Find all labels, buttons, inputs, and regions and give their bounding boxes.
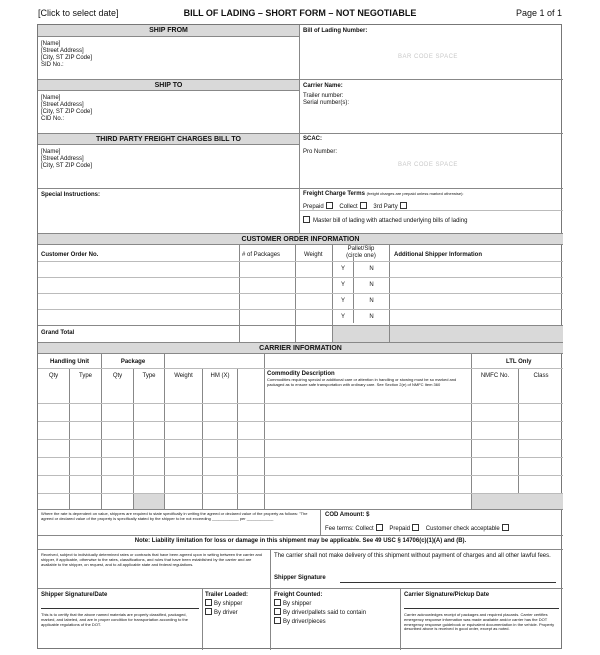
collect-label: Collect [339,204,358,210]
third-party-city[interactable]: [City, ST ZIP Code] [41,163,93,169]
shipper-certification: This is to certify that the above named materials are properly classified, packaged, marked, and labeled, and are in proper condition for transportation according to the applicable regulations of the DOT. [41,612,188,627]
bol-number-label: Bill of Lading Number: [303,28,368,34]
nmfc-col: NMFC No. [480,373,510,379]
checkbox-icon[interactable] [274,608,281,615]
carrier-sig-date-label: Carrier Signature/Pickup Date [404,592,490,598]
pallet-n-4[interactable]: N [369,314,374,320]
freight-terms-block [303,191,561,211]
serial-number-field[interactable]: Serial number(s): [303,100,350,106]
barcode-space-2: BAR CODE SPACE [398,162,458,168]
fee-collect-label: Collect [355,526,374,532]
shipper-signature-line[interactable] [340,582,556,583]
ship-to-name[interactable]: [Name] [41,95,61,101]
carrier-info-header [38,342,563,354]
col-packages: # of Packages [242,252,281,258]
pro-number-field[interactable]: Pro Number: [303,149,338,155]
checkbox-icon[interactable] [412,524,419,531]
checkbox-icon[interactable] [360,202,367,209]
customer-order-header [38,233,563,245]
trailer-by-shipper: By shipper [214,601,243,607]
ltl-only-label: LTL Only [506,359,532,365]
hu-type-col: Type [78,373,92,379]
hm-col: HM (X) [210,373,230,379]
col-pallet-sub: (circle one) [346,253,376,259]
ship-from-city[interactable]: [City, ST ZIP Code] [41,55,93,61]
weight-col: Weight [174,373,193,379]
carrier-block[interactable] [303,83,349,107]
bol-form [37,24,562,649]
package-label: Package [120,359,146,365]
third-party-header [38,133,299,145]
checkbox-icon[interactable] [376,524,383,531]
trailer-loaded-block [205,592,248,617]
declared-value-note: Where the rate is dependent on value, shippers are required to state specifically in writing the agreed or declared value of the property as follows: "The agreed or declared value of the property is specifically stated by the shipper to be not exceeding ____________ per ____________ [41,511,308,521]
checkbox-icon[interactable] [303,216,310,223]
freight-counted-label: Freight Counted: [274,592,323,598]
commodity-title: Commodity Description [267,371,335,377]
class-col: Class [533,373,549,379]
master-bol-label: Master bill of lading with attached underlying bills of lading [313,218,468,224]
date-field[interactable]: [Click to select date] [38,8,119,18]
scac-block[interactable] [303,136,337,156]
checkbox-icon[interactable] [205,599,212,606]
shipper-sig-date-label: Shipper Signature/Date [41,592,108,598]
pkg-qty-col: Qty [112,373,123,379]
ship-to-cid[interactable]: CID No.: [41,116,65,122]
ship-from-block[interactable] [41,41,92,69]
fc-by-pallets: By driver/pallets said to contain [283,610,367,616]
pallet-y-3[interactable]: Y [340,298,345,304]
carrier-delivery-note: The carrier shall not make delivery of this shipment without payment of charges and all other lawful fees. [274,553,551,559]
customer-order-title: CUSTOMER ORDER INFORMATION [241,236,360,243]
carrier-info-title: CARRIER INFORMATION [259,345,342,352]
ship-from-street[interactable]: [Street Address] [41,48,84,54]
master-bol-option[interactable] [303,216,467,225]
checkbox-icon[interactable] [502,524,509,531]
col-additional-info: Additional Shipper Information [394,252,482,258]
pkg-type-col: Type [142,373,156,379]
ship-to-header [38,79,299,91]
col-pallet [333,246,389,260]
ship-to-city[interactable]: [City, ST ZIP Code] [41,109,93,115]
shipper-signature-label: Shipper Signature [274,575,326,581]
third-party-title: THIRD PARTY FREIGHT CHARGES BILL TO [96,136,241,143]
third-party-block[interactable] [41,149,92,170]
carrier-sig-line[interactable] [404,608,559,609]
commodity-note: Commodities requiring special or additional care or attention in handling or stowing must be so marked and packaged as to ensure safe transportation with ordinary care. See Section 2(e) of NMFC Item 360 [267,377,457,387]
fee-terms-row [325,524,509,533]
fee-prepaid-label: Prepaid [389,526,411,532]
document-title: BILL OF LADING – SHORT FORM – NOT NEGOTIABLE [183,8,417,18]
checkbox-icon[interactable] [326,202,333,209]
checkbox-icon[interactable] [205,608,212,615]
shipper-sig-line[interactable] [41,608,199,609]
fc-by-pieces: By driver/pieces [283,619,326,625]
handling-unit-label: Handling Unit [50,359,89,365]
commodity-col [267,371,469,388]
trailer-number-field[interactable]: Trailer number: [303,93,344,99]
col-pallet-label: Pallet/Slip [347,246,375,252]
page-number: Page 1 of 1 [515,8,562,18]
customer-check-label: Customer check acceptable [425,526,500,532]
col-weight: Weight [304,252,323,258]
col-customer-order: Customer Order No. [41,252,99,258]
ship-from-name[interactable]: [Name] [41,41,61,47]
fc-by-shipper: By shipper [283,601,312,607]
checkbox-icon[interactable] [274,599,281,606]
scac-label: SCAC: [303,136,322,142]
freight-counted-block [274,592,366,626]
third-party-name[interactable]: [Name] [41,149,61,155]
received-text: Received, subject to individually determined rates or contracts that have been agreed upon in writing between the carrier and shipper, if applicable, otherwise to the rates, classifications, and rules that have been established by the carrier and are available to the shipper, on request, and to all applicable state and federal regulations. [41,552,263,567]
trailer-loaded-label: Trailer Loaded: [205,592,249,598]
barcode-space-1: BAR CODE SPACE [398,54,458,60]
ship-from-sid[interactable]: SID No.: [41,62,64,68]
ship-to-title: SHIP TO [154,82,183,89]
pallet-y-4[interactable]: Y [340,314,345,320]
special-instructions-label: Special Instructions: [41,192,101,198]
pallet-y-2[interactable]: Y [340,282,345,288]
pallet-n-2[interactable]: N [369,282,374,288]
trailer-by-driver: By driver [214,610,238,616]
fee-terms-label: Fee terms: [325,526,354,532]
prepaid-label: Prepaid [303,204,324,210]
cod-amount-field[interactable]: COD Amount: $ [325,512,370,518]
grand-total-label: Grand Total [41,330,75,336]
checkbox-icon[interactable] [274,617,281,624]
ship-to-street[interactable]: [Street Address] [41,102,84,108]
pallet-n-3[interactable]: N [369,298,374,304]
hu-qty-col: Qty [48,373,59,379]
ship-to-block[interactable] [41,95,92,123]
document-header [38,8,562,24]
carrier-name-label: Carrier Name: [303,83,343,89]
freight-terms-title: Freight Charge Terms [303,191,365,197]
checkbox-icon[interactable] [400,202,407,209]
freight-terms-note: (freight charges are prepaid unless marked otherwise): [366,191,464,196]
third-party-label: 3rd Party [373,204,398,210]
ship-from-header [38,25,299,37]
liability-note: Note: Liability limitation for loss or damage in this shipment may be applicable. See 49 USC § 14706(c)(1)(A) and (B). [134,538,467,544]
carrier-acknowledgement: Carrier acknowledges receipt of packages and required placards. Carrier certifies emergency response information was made available and/or carrier has the DOT emergency response guidebook or equivalent documentation in the vehicle. Property described above is received in good order, except as noted. [404,612,555,632]
third-party-street[interactable]: [Street Address] [41,156,84,162]
pallet-y-1[interactable]: Y [340,266,345,272]
pallet-n-1[interactable]: N [369,266,374,272]
ship-from-title: SHIP FROM [149,27,188,34]
